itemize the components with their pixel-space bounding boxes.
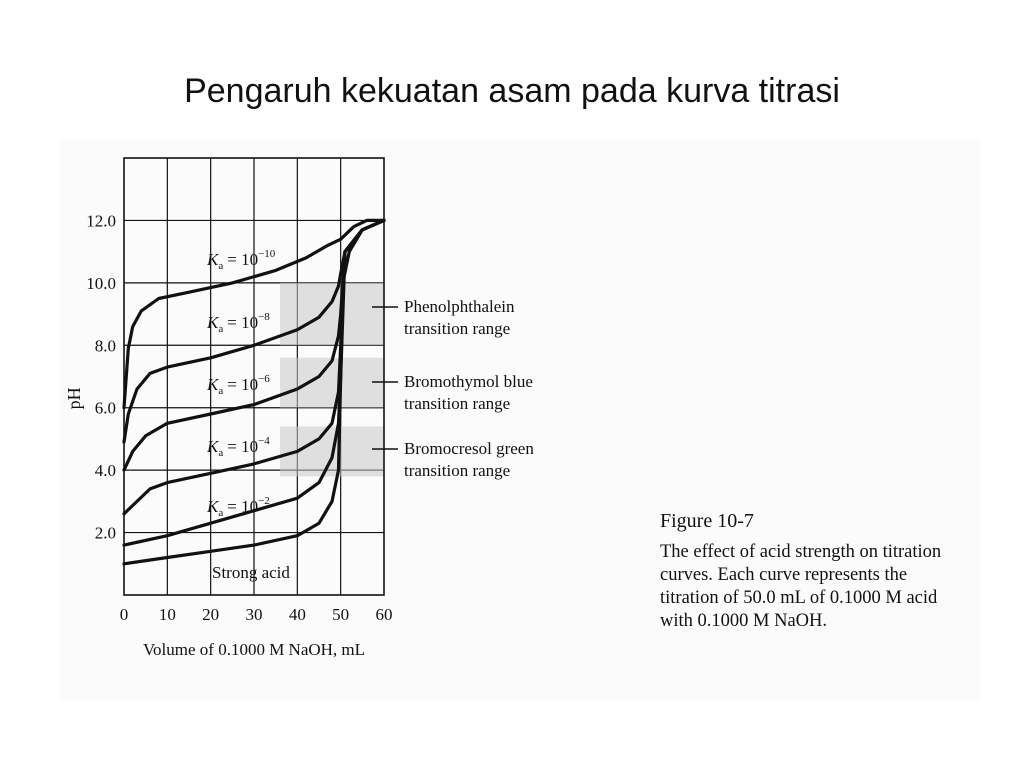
- legend-indicator-range: transition range: [404, 319, 511, 338]
- slide-title: Pengaruh kekuatan asam pada kurva titrasi: [184, 72, 840, 110]
- ka-label-value: = 10: [227, 375, 259, 394]
- transition-band-2: [280, 358, 384, 408]
- ka-label-sub: a: [218, 385, 224, 397]
- x-axis-label: Volume of 0.1000 M NaOH, mL: [142, 640, 366, 659]
- ka-label-exp: −8: [258, 311, 270, 323]
- figure-caption: The effect of acid strength on titration curves. Each curve represents the titration of 50.0 mL of 0.1000 M acid with 0.1000 M NaOH.: [660, 542, 942, 631]
- y-tick-label: 8.0: [94, 336, 116, 356]
- x-tick-label: 50: [332, 605, 350, 624]
- x-tick-label: 60: [375, 605, 393, 624]
- legend-indicator-name: Bromothymol blue: [404, 372, 533, 391]
- x-tick-label: 10: [158, 605, 176, 624]
- y-tick-label: 10.0: [86, 273, 116, 293]
- x-tick-label: 0: [119, 605, 129, 624]
- transition-range-shading: [280, 283, 384, 477]
- figure-label: Figure 10-7: [660, 510, 754, 532]
- ka-label-sub: a: [218, 447, 224, 459]
- chart-axes: [64, 158, 393, 659]
- ka-label-value: = 10: [227, 313, 259, 332]
- figure-caption-block: [660, 510, 970, 633]
- ka-label-1: $K_a = 10^{-10}$: [207, 248, 276, 272]
- ka-label-value: = 10: [227, 250, 259, 269]
- legend-indicator-name: Bromocresol green: [404, 439, 534, 458]
- legend-indicator-range: transition range: [404, 461, 511, 480]
- legend-indicator-name: Phenolphthalein: [404, 297, 515, 316]
- ka-label-exp: −10: [258, 248, 276, 260]
- transition-range-legend: [372, 297, 534, 480]
- ka-label-sub: a: [218, 323, 224, 335]
- y-axis-label: pH: [64, 387, 84, 410]
- ka-label-3: $K_a = 10^{-6}$: [207, 373, 270, 397]
- ka-label-exp: −2: [258, 495, 270, 507]
- ka-label-exp: −4: [258, 435, 270, 447]
- ka-label-4: $K_a = 10^{-4}$: [207, 435, 270, 459]
- ka-label-value: = 10: [227, 497, 259, 516]
- ka-label-sub: a: [218, 507, 224, 519]
- strong-acid-label: Strong acid: [212, 563, 290, 582]
- ka-label-5: $K_a = 10^{-2}$: [207, 495, 270, 519]
- ka-label-sub: a: [218, 260, 224, 272]
- ka-label-value: = 10: [227, 437, 259, 456]
- y-tick-label: 12.0: [86, 211, 116, 231]
- y-tick-label: 6.0: [94, 398, 116, 418]
- y-tick-label: 2.0: [94, 523, 116, 543]
- ka-label-2: $K_a = 10^{-8}$: [207, 311, 270, 335]
- x-tick-label: 40: [288, 605, 306, 624]
- x-tick-label: 20: [202, 605, 220, 624]
- legend-indicator-range: transition range: [404, 394, 511, 413]
- transition-band-1: [280, 283, 384, 345]
- ka-label-exp: −6: [258, 373, 270, 385]
- y-tick-label: 4.0: [94, 461, 116, 481]
- x-tick-label: 30: [245, 605, 263, 624]
- curve-labels: [206, 248, 290, 582]
